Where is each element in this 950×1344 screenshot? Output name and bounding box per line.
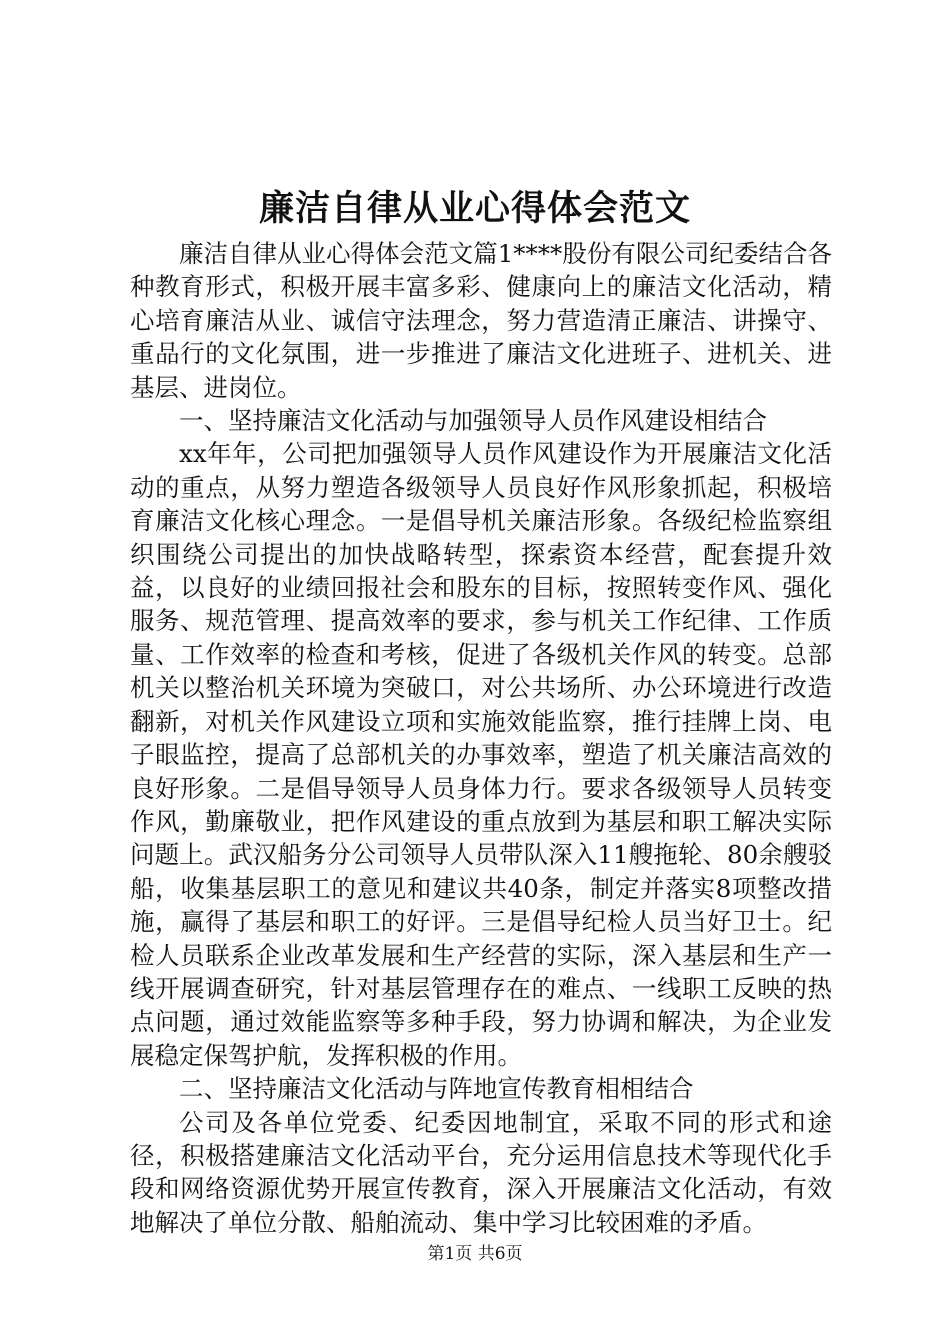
paragraph-intro: 廉洁自律从业心得体会范文篇1****股份有限公司纪委结合各种教育形式，积极开展丰富多彩、健康向上的廉洁文化活动，精心培育廉洁从业、诚信守法理念，努力营造清正廉洁、讲操守、重品行的文化氛围，进一步推进了廉洁文化进班子、进机关、进基层、进岗位。 bbox=[130, 239, 832, 402]
section-heading-2: 二、坚持廉洁文化活动与阵地宣传教育相相结合 bbox=[179, 1074, 694, 1104]
paragraph-section-2: 公司及各单位党委、纪委因地制宜，采取不同的形式和途径，积极搭建廉洁文化活动平台，充分运用信息技术等现代化手段和网络资源优势开展宣传教育，深入开展廉洁文化活动，有效地解决了单位分散、船舶流动、集中学习比较困难的矛盾。 bbox=[130, 1107, 832, 1237]
page-title: 廉洁自律从业心得体会范文 bbox=[258, 188, 691, 229]
document-body bbox=[130, 237, 832, 1239]
page-footer: 第1页 共6页 bbox=[427, 1244, 523, 1264]
paragraph-section-1: xx年年，公司把加强领导人员作风建设作为开展廉洁文化活动的重点，从努力塑造各级领导人员良好作风形象抓起，积极培育廉洁文化核心理念。一是倡导机关廉洁形象。各级纪检监察组织围绕公司提出的加快战略转型，探索资本经营，配套提升效益，以良好的业绩回报社会和股东的目标，按照转变作风、强化服务、规范管理、提高效率的要求，参与机关工作纪律、工作质量、工作效率的检查和考核，促进了各级机关作风的转变。总部机关以整治机关环境为突破口，对公共场所、办公环境进行改造翻新，对机关作风建设立项和实施效能监察，推行挂牌上岗、电子眼监控，提高了总部机关的办事效率，塑造了机关廉洁高效的良好形象。二是倡导领导人员身体力行。要求各级领导人员转变作风，勤廉敬业，把作风建设的重点放到为基层和职工解决实际问题上。武汉船务分公司领导人员带队深入11艘拖轮、80余艘驳船，收集基层职工的意见和建议共40条，制定并落实8项整改措施，赢得了基层和职工的好评。三是倡导纪检人员当好卫士。纪检人员联系企业改革发展和生产经营的实际，深入基层和生产一线开展调查研究，针对基层管理存在的难点、一线职工反映的热点问题，通过效能监察等多种手段，努力协调和解决，为企业发展稳定保驾护航，发挥积极的作用。 bbox=[130, 439, 832, 1070]
section-heading-1: 一、坚持廉洁文化活动与加强领导人员作风建设相结合 bbox=[179, 406, 767, 436]
